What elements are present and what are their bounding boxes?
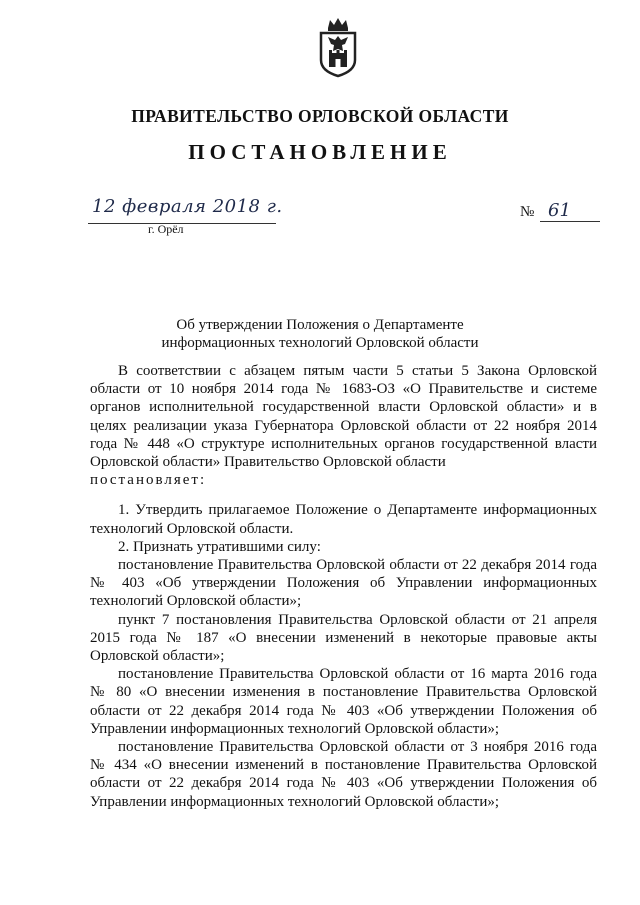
repealed-act-4: постановление Правительства Орловской области от 3 ноября 2016 года № 434 «О внесении изменений в постановление Правительства Орловской области от 22 декабря 2014 года № 403 «Об утверждении Положения об Управлении информационных технологий Орловской области»; bbox=[90, 739, 597, 810]
resolves-word: постановляет: bbox=[90, 472, 207, 489]
item-repeal-heading: 2. Признать утратившими силу: bbox=[118, 538, 321, 555]
document-number bbox=[520, 202, 600, 224]
handwritten-date: 12 февраля 2018 г. bbox=[92, 196, 283, 217]
number-sign: № bbox=[520, 204, 535, 220]
handwritten-number: 61 bbox=[548, 200, 571, 221]
orel-coat-of-arms-icon bbox=[318, 16, 358, 78]
document-body bbox=[90, 362, 597, 811]
issue-city: г. Орёл bbox=[148, 222, 184, 236]
preamble-paragraph: В соответствии с абзацем пятым части 5 статьи 5 Закона Орловской области от 10 ноября 2014 года № 1683-ОЗ «О Правительстве и системе органов исполнительной государственной власти Орловской области» и в целях реализации указа Губернатора Орловской области от 22 ноября 2014 года № 448 «О структуре исполнительных органов государственной власти Орловской области» Правительство Орловской области bbox=[90, 363, 597, 471]
document-type-title: ПОСТАНОВЛЕНИЕ bbox=[188, 140, 452, 164]
subject-line-2: информационных технологий Орловской области bbox=[161, 335, 479, 351]
item-approve: 1. Утвердить прилагаемое Положение о Департаменте информационных технологий Орловской области. bbox=[90, 502, 597, 537]
subject-line-1: Об утверждении Положения о Департаменте bbox=[176, 317, 464, 333]
number-underline bbox=[540, 221, 600, 222]
repealed-act-2: пункт 7 постановления Правительства Орловской области от 21 апреля 2015 года № 187 «О внесении изменений в некоторые правовые акты Орловской области»; bbox=[90, 611, 597, 665]
document-subject bbox=[0, 316, 640, 352]
repealed-act-3: постановление Правительства Орловской области от 16 марта 2016 года № 80 «О внесении изменения в постановление Правительства Орловской области от 22 декабря 2014 года № 403 «Об утверждении Положения об Управлении информационных технологий Орловской области»; bbox=[90, 666, 597, 737]
repealed-act-1: постановление Правительства Орловской области от 22 декабря 2014 года № 403 «Об утверждении Положения об Управлении информационных технологий Орловской области»; bbox=[90, 557, 597, 610]
organization-name: ПРАВИТЕЛЬСТВО ОРЛОВСКОЙ ОБЛАСТИ bbox=[131, 106, 509, 126]
